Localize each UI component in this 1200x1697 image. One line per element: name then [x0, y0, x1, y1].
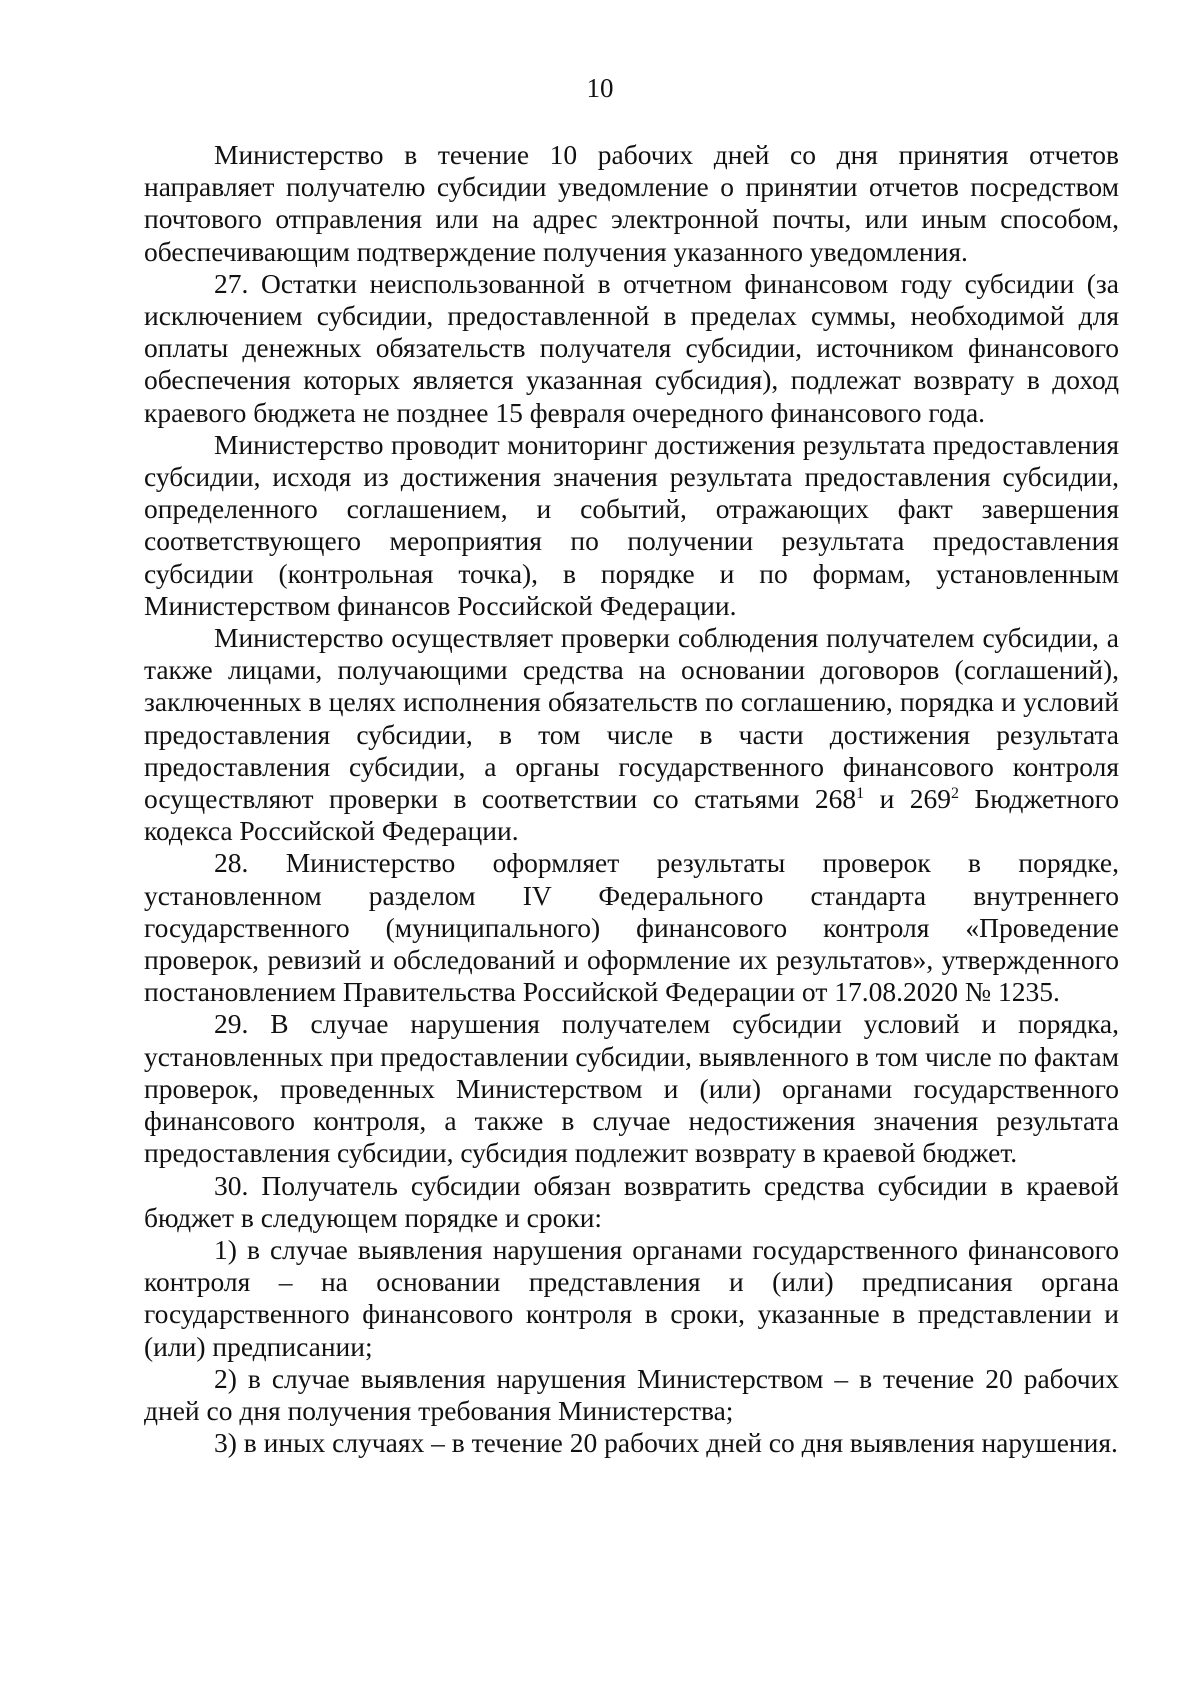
paragraph-29-violation: 29. В случае нарушения получателем субсидии условий и порядка, установленных при предоставлении субсидии, выявленного в том числе по фактам проверок, проведенных Министерством и (или) органами государственного финансового контроля, а также в случае недостижения значения результата предоставления субсидии, субсидия подлежит возврату в краевой бюджет.: [144, 1008, 1119, 1169]
paragraph-monitoring: Министерство проводит мониторинг достижения результата предоставления субсидии, исходя из достижения значения результата предоставления субсидии, определенного соглашением, и событий, отражающих факт завершения соответствующего мероприятия по получении результата предоставления субсидии (контрольная точка), в порядке и по формам, установленным Министерством финансов Российской Федерации.: [144, 428, 1119, 621]
paragraph-report-notification: Министерство в течение 10 рабочих дней со дня принятия отчетов направляет получателю субсидии уведомление о принятии отчетов посредством почтового отправления или на адрес электронной почты, или иным способом, обеспечивающим подтверждение получения указанного уведомления.: [144, 139, 1119, 267]
inspections-text-part-3: Бюджетного кодекса Российской Федерации.: [144, 783, 1120, 847]
superscript-2: 2: [950, 784, 959, 802]
page-number: 10: [586, 73, 614, 103]
paragraph-27-unused-subsidy: 27. Остатки неиспользованной в отчетном финансовом году субсидии (за исключением субсидии, предоставленной в пределах суммы, необходимой для оплаты денежных обязательств получателя субсидии, источником финансового обеспечения которых является указанная субсидия), подлежат возврату в доход краевого бюджета не позднее 15 февраля очередного финансового года.: [144, 267, 1119, 428]
document-body: [144, 139, 1119, 1459]
inspections-text-part-1: Министерство осуществляет проверки соблюдения получателем субсидии, а также лицами, получающими средства на основании договоров (соглашений), заключенных в целях исполнения обязательств по соглашению, порядка и условий предоставления субсидии, в том числе в части достижения результата предоставления субсидии, а органы государственного финансового контроля осуществляют проверки в соответствии со статьями 268: [144, 622, 1119, 815]
list-item-3: 3) в иных случаях – в течение 20 рабочих дней со дня выявления нарушения.: [214, 1427, 1118, 1459]
paragraph-inspections: [144, 622, 1119, 847]
superscript-1: 1: [856, 784, 865, 802]
list-item-1: 1) в случае выявления нарушения органами государственного финансового контроля – на основании представления и (или) предписания органа государственного финансового контроля в сроки, указанные в представлении и (или) предписании;: [144, 1233, 1119, 1362]
paragraph-30-return: 30. Получатель субсидии обязан возвратить средства субсидии в краевой бюджет в следующем порядке и сроки:: [144, 1169, 1119, 1233]
inspections-text-part-2: и 269: [864, 783, 951, 815]
list-item-2: 2) в случае выявления нарушения Министерством – в течение 20 рабочих дней со дня получения требования Министерства;: [144, 1362, 1119, 1426]
paragraph-28-results: 28. Министерство оформляет результаты проверок в порядке, установленном разделом IV Федерального стандарта внутреннего государственного (муниципального) финансового контроля «Проведение проверок, ревизий и обследований и оформление их результатов», утвержденного постановлением Правительства Российской Федерации от 17.08.2020 № 1235.: [144, 847, 1119, 1008]
